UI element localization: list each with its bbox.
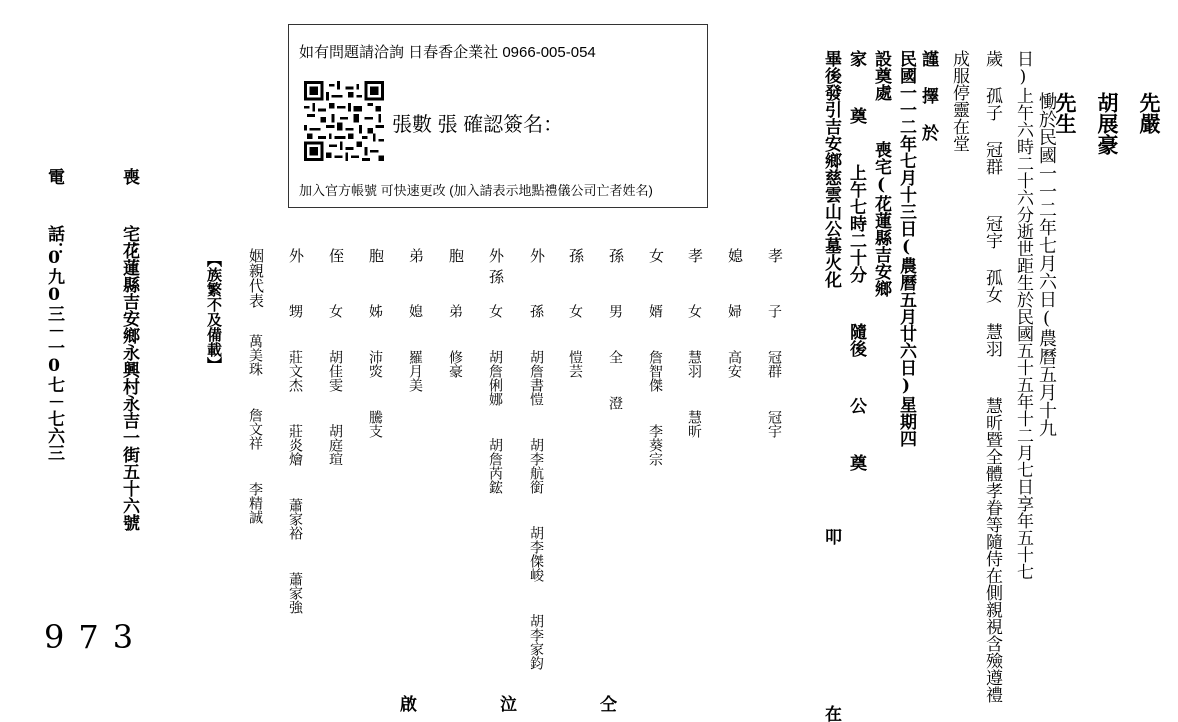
contact-footer-line: 加入官方帳號 可快速更改 (加入請表示地點禮儀公司亡者姓名) xyxy=(299,183,653,198)
qr-code-icon xyxy=(304,81,384,161)
announcement-text-1: 慟於民國一一二年七月六日(農曆五月十九 xyxy=(1036,92,1057,437)
closing-char-1: 啟 xyxy=(400,695,417,715)
family-names: 弟 修豪 xyxy=(447,304,463,378)
family-names: 女 胡詹俐娜 胡詹芮鋐 xyxy=(487,304,503,494)
family-names: 女 胡佳雯 胡庭瑄 xyxy=(327,304,343,466)
family-relation: 胞 xyxy=(447,248,465,263)
schedule-date: 民國一一二年七月十三日(農曆五月廿六日)星期四 xyxy=(896,50,916,447)
family-relation: 外 xyxy=(287,248,305,263)
confirm-signature-line: 張數 張 確認簽名： xyxy=(392,114,564,136)
family-names: 孫 胡詹書愷 胡李航銜 胡李傑峻 胡李家鈞 xyxy=(528,304,544,670)
inquiry-line: 如有問題請洽詢 日春香企業社 0966-005-054 xyxy=(299,44,596,61)
family-relation: 弟 xyxy=(407,248,425,263)
family-names: 婿 詹智傑 李葵宗 xyxy=(647,304,663,466)
postal-code: 973 xyxy=(44,618,148,656)
family-relation: 孫 xyxy=(567,248,585,263)
family-names: 女 愷芸 xyxy=(567,304,583,378)
family-names: 婦 高安 xyxy=(726,304,742,378)
family-names: 子 冠群 冠宇 xyxy=(766,304,782,438)
closing-char-2: 泣 xyxy=(500,695,517,715)
family-names: 姊 沛焁 騰支 xyxy=(367,304,383,438)
address-label: 喪 宅： xyxy=(119,168,139,259)
contact-box xyxy=(288,24,708,208)
phone-value: 0九0三－一0七－七六三 xyxy=(44,248,64,461)
family-relation: 孫 xyxy=(607,248,625,263)
schedule-times: 家 奠 上午七時二十分 隨後 公 奠 xyxy=(846,50,866,471)
family-names: 男 全 澄 xyxy=(607,304,623,410)
schedule-column-1: 謹 擇 於 xyxy=(918,50,938,141)
family-note: 【族繁不及備載】 xyxy=(205,252,223,372)
schedule-procession: 畢後發引吉安鄉慈雲山公墓火化 叩 在 xyxy=(821,50,841,722)
family-names: 媳 羅月美 xyxy=(407,304,423,392)
closing-char-3: 仝 xyxy=(600,695,617,715)
phone-label: 電 話： xyxy=(44,168,64,259)
family-relation: 外孫 xyxy=(487,248,505,290)
family-relation: 侄 xyxy=(327,248,345,263)
announcement-column-1 xyxy=(1037,50,1178,437)
family-relation: 媳 xyxy=(726,248,744,263)
title-part1: 先嚴 xyxy=(1137,92,1162,134)
family-names: 甥 莊文杰 莊炎燴 蕭家裕 蕭家強 xyxy=(287,304,303,614)
family-relation: 孝 xyxy=(686,248,704,263)
family-relation: 姻親代表 xyxy=(247,248,265,308)
deceased-name: 胡展豪 xyxy=(1095,92,1120,155)
family-names: 女 慧羽 慧昕 xyxy=(686,304,702,438)
announcement-column-4: 成服停靈在堂 xyxy=(949,50,969,152)
family-relation: 外 xyxy=(528,248,546,263)
announcement-column-3: 歲 孤子 冠群 冠宇 孤女 慧羽 慧昕暨全體孝眷等隨侍在側親視含殮遵禮 xyxy=(982,50,1002,703)
announcement-column-2: 日)上午六時二十六分逝世距生於民國五十五年十二月七日享年五十七 xyxy=(1013,50,1033,580)
family-names: 萬美珠 詹文祥 李精誠 xyxy=(247,334,263,524)
address-value: 花蓮縣吉安鄉永興村永吉一街五十六號 xyxy=(119,242,139,531)
title-part2: 先生 xyxy=(1053,92,1078,134)
family-relation: 女 xyxy=(647,248,665,263)
family-relation: 胞 xyxy=(367,248,385,263)
schedule-venue: 設奠處 喪宅(花蓮縣吉安鄉 xyxy=(871,50,891,297)
family-relation: 孝 xyxy=(766,248,784,263)
